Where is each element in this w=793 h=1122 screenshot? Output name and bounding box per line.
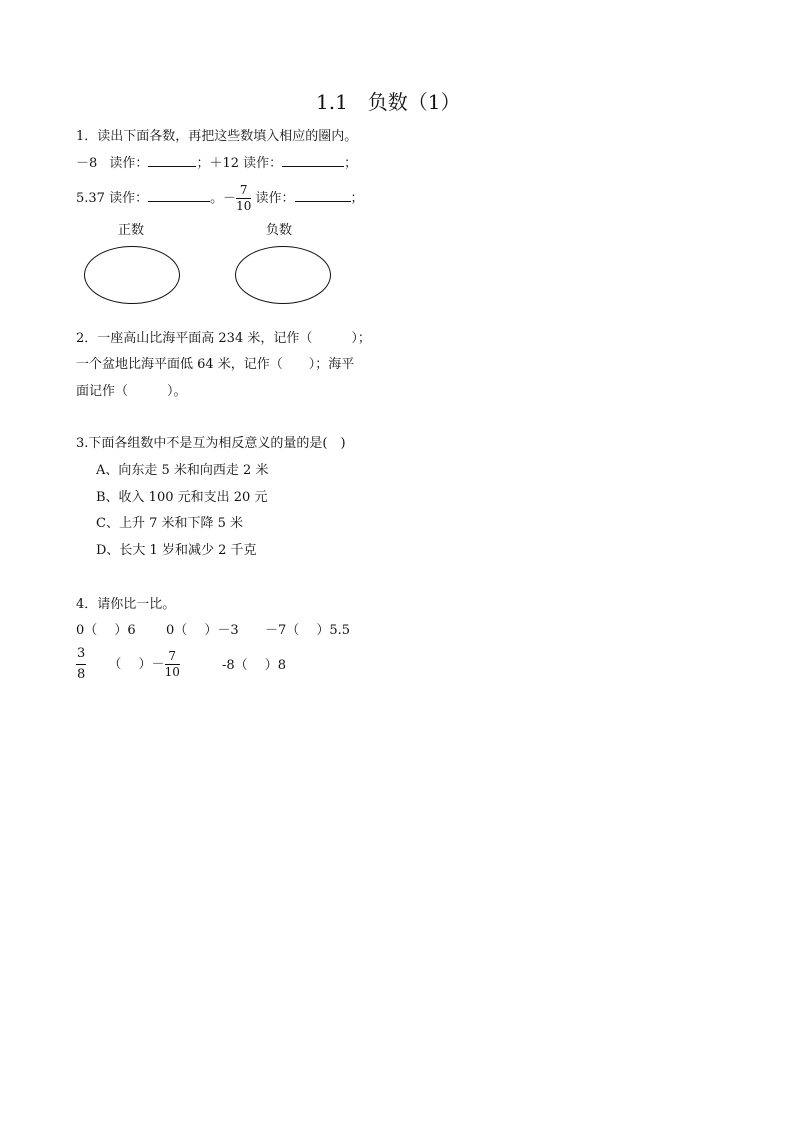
negative-circle[interactable] (235, 246, 331, 304)
read-label: 读作： (255, 191, 295, 206)
q1-line2 (76, 183, 364, 214)
denominator: 8 (77, 667, 86, 682)
positive-circle[interactable] (84, 246, 180, 304)
answer-blank[interactable] (148, 154, 196, 167)
q2-line1: 2．一座高山比海平面高 234 米，记作（ ）； (76, 331, 371, 346)
q3-option-b: B、收入 100 元和支出 20 元 (96, 490, 268, 505)
q3-option-a: A、向东走 5 米和向西走 2 米 (96, 463, 269, 478)
separator: ； (350, 191, 364, 206)
q3-prompt: 3.下面各组数中不是互为相反意义的量的是( ) (76, 436, 346, 451)
separator: ； (344, 156, 358, 171)
negative-label: 负数 (266, 223, 293, 238)
numerator: 3 (76, 644, 86, 665)
answer-blank[interactable] (295, 189, 351, 202)
q4-compare-1: 0（ ）6 (76, 623, 136, 638)
denominator: 10 (236, 199, 252, 213)
q4-compare-4 (76, 644, 180, 685)
q4-prompt: 4．请你比一比。 (76, 597, 176, 612)
answer-blank[interactable] (148, 189, 210, 202)
q2-line2: 一个盆地比海平面低 64 米，记作（ ）；海平 (76, 357, 355, 372)
denominator: 10 (164, 665, 180, 679)
q4-compare-3: －7（ ）5.5 (265, 623, 351, 638)
q4-compare-5: -8（ ）8 (222, 658, 287, 673)
positive-label: 正数 (118, 223, 145, 238)
read-label: 读作： (109, 156, 149, 171)
separator: 。－ (210, 191, 237, 206)
separator: ； (196, 156, 210, 171)
fraction (165, 649, 180, 680)
number-read-label: 5.37 读作： (76, 191, 149, 206)
fraction (236, 183, 251, 214)
q2-line3: 面记作（ ）。 (76, 384, 187, 399)
fraction (76, 644, 86, 685)
q1-prompt: 1．读出下面各数，再把这些数填入相应的圈内。 (76, 129, 358, 144)
q4-compare-2: 0（ ）－3 (166, 623, 239, 638)
number-text: －8 (76, 156, 98, 171)
numerator: 7 (236, 183, 251, 199)
answer-blank[interactable] (282, 154, 344, 167)
number-read-label: ＋12 读作： (209, 156, 283, 171)
page-title: 1.1 负数（1） (316, 90, 461, 114)
compare-blank: （ ）－ (108, 657, 165, 672)
numerator: 7 (165, 649, 180, 665)
q1-line1 (76, 152, 357, 171)
q3-option-d: D、长大 1 岁和减少 2 千克 (96, 543, 257, 558)
q3-option-c: C、上升 7 米和下降 5 米 (96, 516, 244, 531)
